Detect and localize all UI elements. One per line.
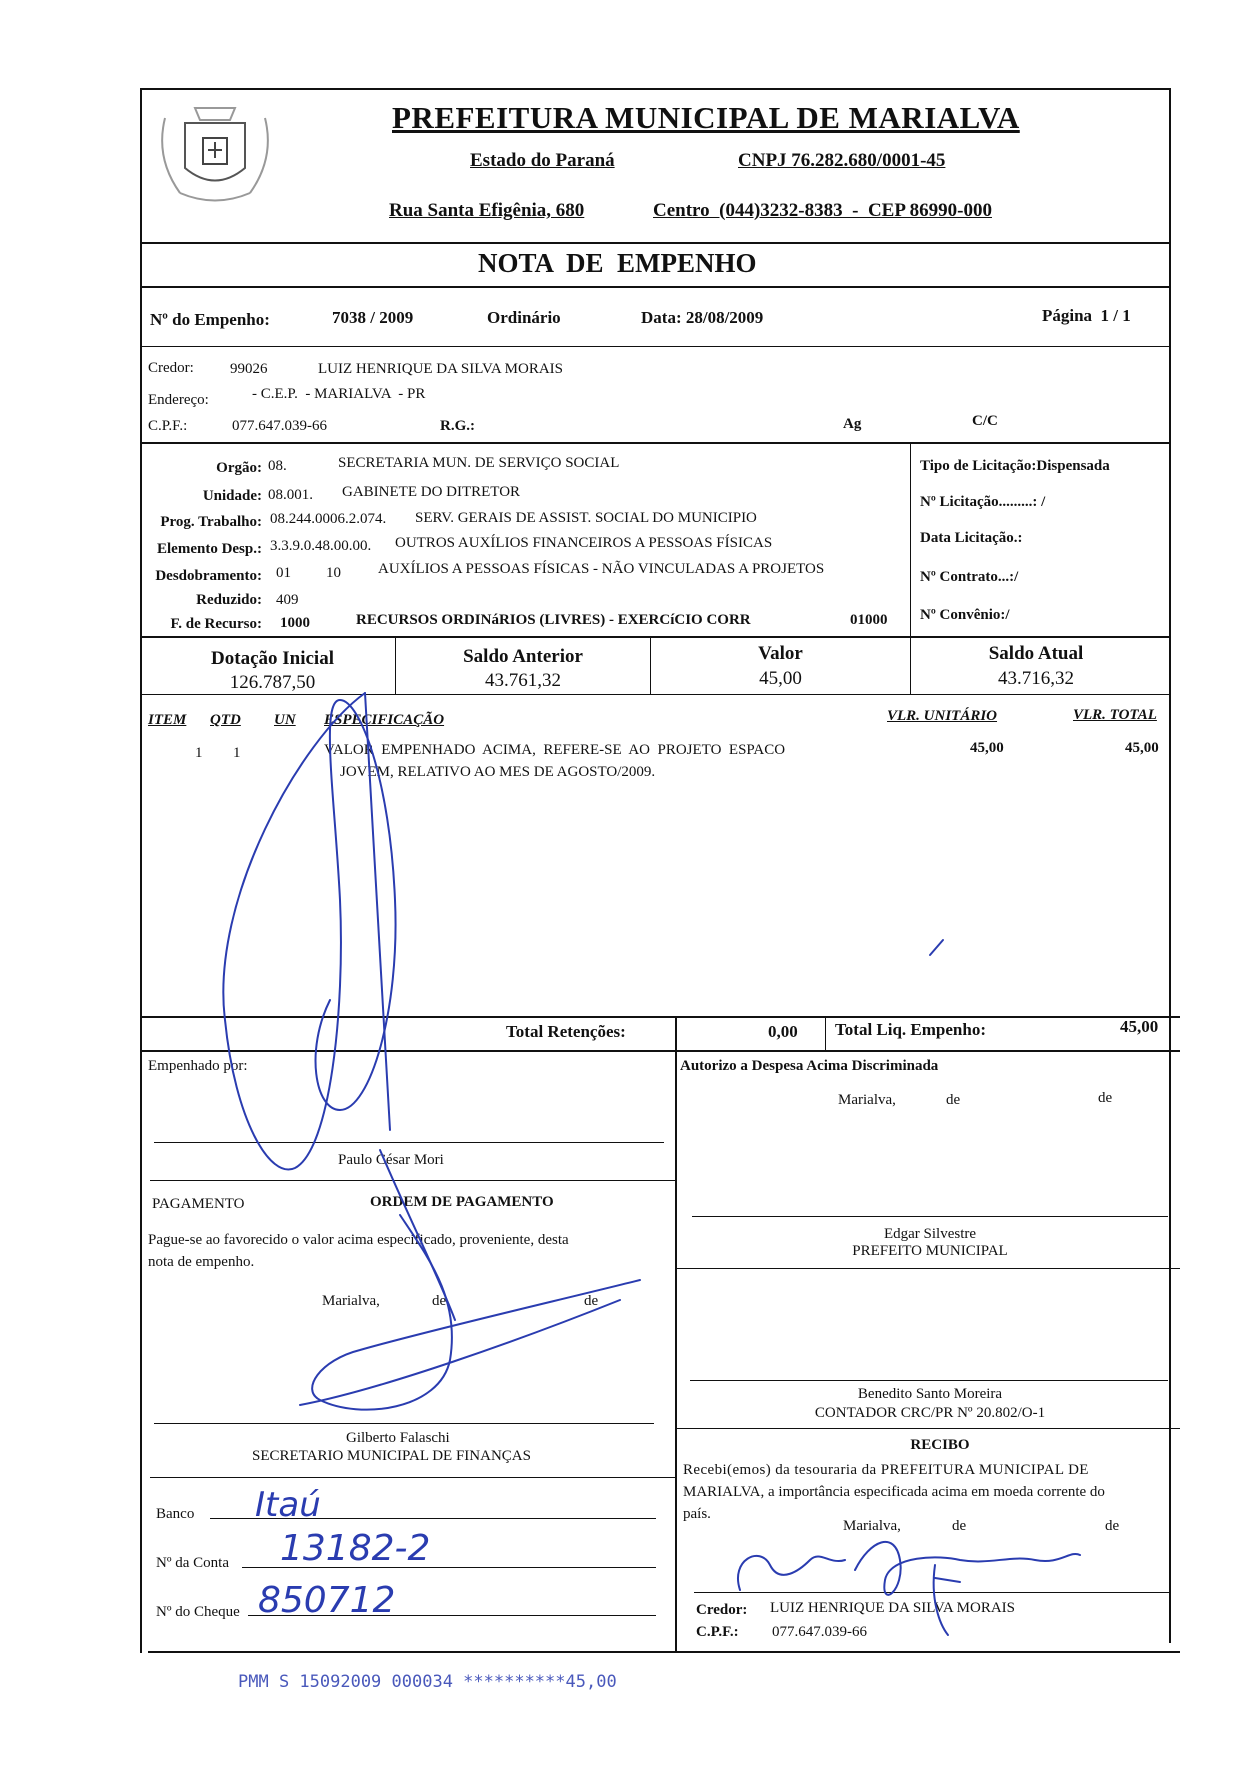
- recurso-name: RECURSOS ORDINáRIOS (LIVRES) - EXERCíCIO CORR: [356, 612, 751, 628]
- page-number: Página 1 / 1: [1042, 306, 1131, 325]
- reduzido-label: Reduzido:: [196, 592, 262, 608]
- valor-label: Valor: [758, 643, 803, 664]
- data-licitacao: Data Licitação.:: [920, 530, 1023, 546]
- autorizo-de1: de: [946, 1092, 961, 1108]
- banco-value: Itaú: [255, 1485, 321, 1525]
- prog-name: SERV. GERAIS DE ASSIST. SOCIAL DO MUNICIPIO: [415, 510, 757, 526]
- pagamento-texto2: nota de empenho.: [148, 1254, 255, 1270]
- item-desc-line1: VALOR EMPENHADO ACIMA, REFERE-SE AO PROJETO ESPACO: [324, 742, 786, 758]
- recibo-de2: de: [1105, 1518, 1120, 1534]
- recurso-label: F. de Recurso:: [170, 616, 262, 632]
- recurso-code: 1000: [280, 615, 310, 631]
- liquido-label: Total Liq. Empenho:: [835, 1020, 986, 1039]
- page-title: PREFEITURA MUNICIPAL DE MARIALVA: [392, 100, 1020, 135]
- elemento-label: Elemento Desp.:: [157, 541, 262, 557]
- ag-label: Ag: [843, 416, 862, 432]
- doc-title: NOTA DE EMPENHO: [478, 248, 757, 278]
- valor-value: 45,00: [759, 668, 802, 689]
- recibo-texto1: Recebi(emos) da tesouraria da PREFEITURA MUNICIPAL DE: [683, 1462, 1089, 1478]
- district-phone-cep: Centro (044)3232-8383 - CEP 86990-000: [653, 200, 992, 221]
- item-vlr-total: 45,00: [1125, 740, 1159, 756]
- credor-code: 99026: [230, 361, 268, 377]
- saldo-atual-label: Saldo Atual: [988, 643, 1084, 664]
- empenhado-label: Empenhado por:: [148, 1058, 248, 1074]
- cheque-value: 850712: [258, 1580, 396, 1621]
- recibo-texto2: MARIALVA, a importância especificada acima em moeda corrente do: [683, 1484, 1105, 1500]
- autorizo-cidade: Marialva,: [838, 1092, 896, 1108]
- item-number: 1: [195, 745, 203, 761]
- num-licitacao: Nº Licitação.........: /: [920, 494, 1046, 510]
- cpf-label: C.P.F.:: [148, 418, 188, 434]
- reduzido-value: 409: [276, 592, 299, 608]
- header-especificacao: ESPECIFICAÇÃO: [324, 712, 445, 728]
- desdobramento-label: Desdobramento:: [155, 568, 262, 584]
- elemento-name: OUTROS AUXÍLIOS FINANCEIROS A PESSOAS FÍSICAS: [395, 535, 773, 551]
- endereco-label: Endereço:: [148, 392, 209, 408]
- secretario-cargo: SECRETARIO MUNICIPAL DE FINANÇAS: [252, 1448, 531, 1464]
- header-qtd: QTD: [210, 712, 241, 728]
- conta-label: Nº da Conta: [156, 1555, 229, 1571]
- endereco-value: - C.E.P. - MARIALVA - PR: [252, 386, 426, 402]
- num-convenio: Nº Convênio:/: [920, 607, 1010, 623]
- recibo-de1: de: [952, 1518, 967, 1534]
- retencoes-value: 0,00: [768, 1022, 798, 1041]
- prefeito-cargo: PREFEITO MUNICIPAL: [852, 1243, 1008, 1259]
- recibo-texto3: país.: [683, 1506, 711, 1522]
- rg-label: R.G.:: [440, 418, 475, 434]
- pagamento-texto1: Pague-se ao favorecido o valor acima especificado, proveniente, desta: [148, 1232, 569, 1248]
- banco-label: Banco: [156, 1506, 195, 1522]
- orgao-name: SECRETARIA MUN. DE SERVIÇO SOCIAL: [338, 455, 620, 471]
- recibo-label: RECIBO: [910, 1437, 970, 1453]
- coat-of-arms-icon: [145, 98, 285, 218]
- prog-code: 08.244.0006.2.074.: [270, 511, 387, 527]
- empenho-date: Data: 28/08/2009: [641, 308, 764, 327]
- dotacao-label: Dotação Inicial: [211, 648, 334, 669]
- empenho-type: Ordinário: [487, 308, 561, 327]
- liquido-value: 45,00: [1120, 1017, 1159, 1036]
- desdobramento-name: AUXÍLIOS A PESSOAS FÍSICAS - NÃO VINCULADAS A PROJETOS: [378, 561, 825, 577]
- header-vlr-unitario: VLR. UNITÁRIO: [887, 708, 998, 724]
- credor-label: Credor:: [148, 360, 194, 376]
- orgao-code: 08.: [268, 458, 287, 474]
- prog-label: Prog. Trabalho:: [160, 514, 262, 530]
- unidade-label: Unidade:: [202, 488, 262, 504]
- cheque-label: Nº do Cheque: [156, 1604, 240, 1620]
- state-label: Estado do Paraná: [470, 150, 615, 171]
- recibo-cpf-label: C.P.F.:: [696, 1624, 739, 1640]
- item-qtd: 1: [233, 745, 241, 761]
- cpf-value: 077.647.039-66: [232, 418, 327, 434]
- saldo-anterior-label: Saldo Anterior: [463, 646, 583, 667]
- empenhado-nome: Paulo César Mori: [338, 1152, 444, 1168]
- saldo-anterior-value: 43.761,32: [485, 670, 561, 691]
- contador-nome: Benedito Santo Moreira: [857, 1386, 1003, 1402]
- empenho-number: 7038 / 2009: [332, 308, 414, 327]
- credor-name: LUIZ HENRIQUE DA SILVA MORAIS: [318, 361, 564, 377]
- unidade-name: GABINETE DO DITRETOR: [342, 484, 521, 500]
- ordem-pagamento: ORDEM DE PAGAMENTO: [370, 1194, 554, 1210]
- autorizo-de2: de: [1098, 1090, 1113, 1106]
- saldo-atual-value: 43.716,32: [998, 668, 1074, 689]
- authentication-stamp: PMM S 15092009 000034 **********45,00: [238, 1672, 617, 1692]
- header-un: UN: [274, 712, 296, 728]
- item-vlr-unitario: 45,00: [970, 740, 1004, 756]
- cc-label: C/C: [972, 413, 998, 429]
- address-label: Rua Santa Efigênia, 680: [389, 200, 585, 221]
- prefeito-nome: Edgar Silvestre: [883, 1226, 977, 1242]
- num-contrato: Nº Contrato...:/: [920, 569, 1019, 585]
- empenho-label: Nº do Empenho:: [150, 310, 270, 329]
- pagamento-label: PAGAMENTO: [152, 1196, 245, 1212]
- pagamento-de2: de: [584, 1293, 599, 1309]
- recibo-credor-nome: LUIZ HENRIQUE DA SILVA MORAIS: [770, 1600, 1016, 1616]
- item-desc-line2: JOVEM, RELATIVO AO MES DE AGOSTO/2009.: [340, 764, 656, 780]
- dotacao-value: 126.787,50: [229, 672, 316, 693]
- pagamento-de1: de: [432, 1293, 447, 1309]
- contador-cargo: CONTADOR CRC/PR Nº 20.802/O-1: [814, 1405, 1046, 1421]
- tipo-licitacao: Tipo de Licitação:Dispensada: [920, 458, 1110, 474]
- desdobramento-code2: 10: [326, 565, 341, 581]
- pagamento-cidade: Marialva,: [322, 1293, 380, 1309]
- secretario-nome: Gilberto Falaschi: [346, 1430, 450, 1446]
- desdobramento-code1: 01: [276, 565, 291, 581]
- conta-value: 13182-2: [280, 1528, 431, 1569]
- unidade-code: 08.001.: [268, 487, 313, 503]
- recibo-cpf-value: 077.647.039-66: [772, 1624, 867, 1640]
- retencoes-label: Total Retenções:: [506, 1022, 626, 1041]
- cnpj-label: CNPJ 76.282.680/0001-45: [738, 150, 946, 171]
- recibo-credor-label: Credor:: [696, 1602, 748, 1618]
- header-vlr-total: VLR. TOTAL: [1073, 707, 1157, 723]
- autorizo-label: Autorizo a Despesa Acima Discriminada: [680, 1058, 939, 1074]
- recurso-code2: 01000: [850, 612, 888, 628]
- elemento-code: 3.3.9.0.48.00.00.: [270, 538, 372, 554]
- recibo-cidade: Marialva,: [843, 1518, 901, 1534]
- header-item: ITEM: [148, 712, 187, 728]
- orgao-label: Orgão:: [216, 460, 262, 476]
